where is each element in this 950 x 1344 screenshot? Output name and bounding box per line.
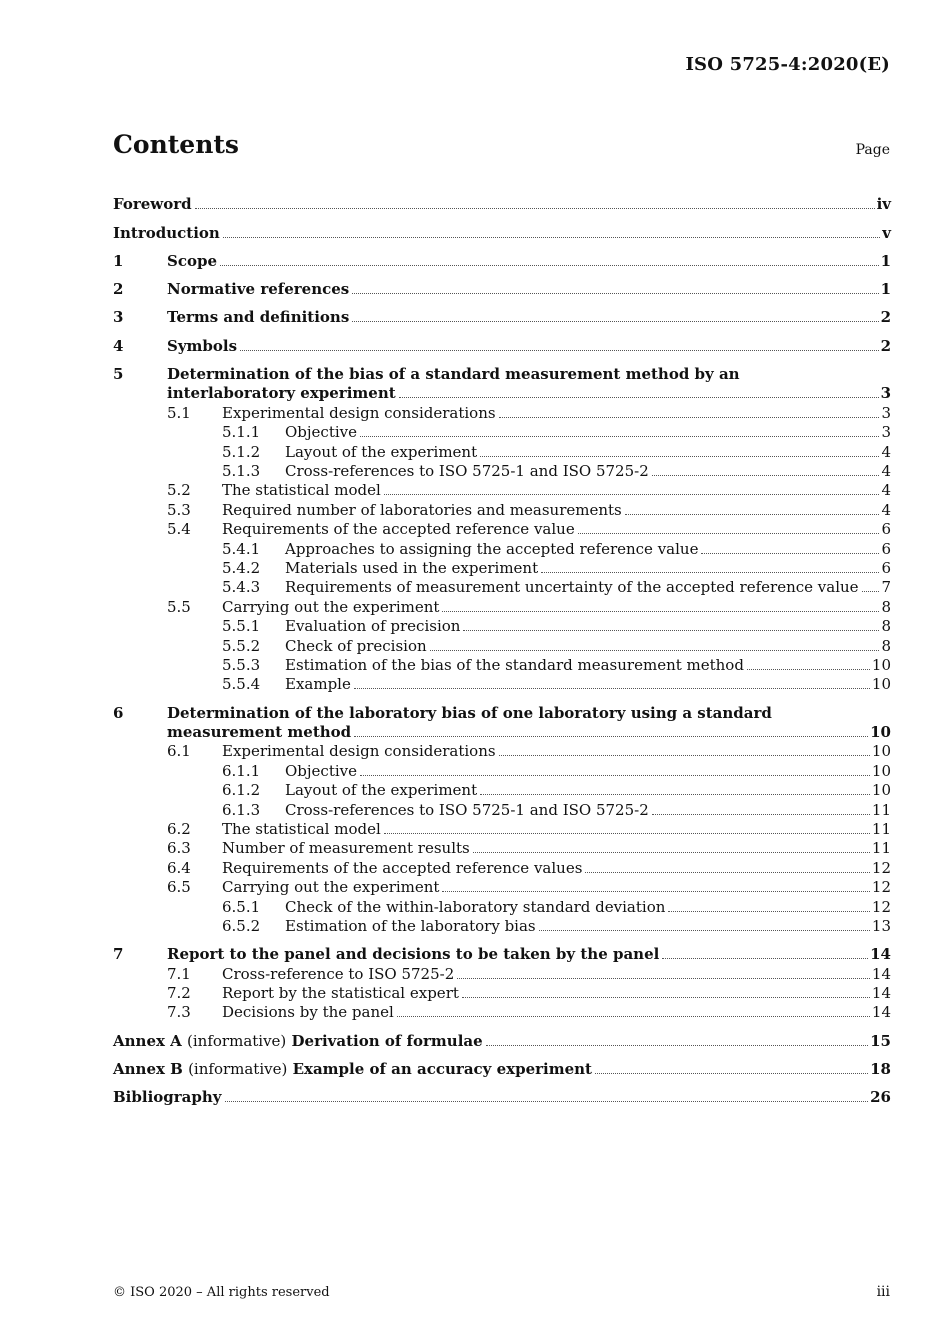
dot-leader — [486, 1045, 868, 1046]
toc-entry-number: 6.5.2 — [222, 916, 261, 935]
dot-leader — [195, 208, 875, 209]
toc-entry-page: 6 — [881, 520, 891, 539]
toc-entry-title: Foreword — [113, 195, 192, 214]
dot-leader — [701, 553, 879, 554]
toc-entry-title: Terms and definitions — [167, 308, 350, 327]
toc-entry-page: 1 — [880, 280, 891, 299]
toc-entry-title: Normative references — [167, 280, 350, 299]
toc-entry-number: 5.1.1 — [222, 423, 261, 442]
toc-entry[interactable] — [113, 355, 891, 383]
dot-leader — [862, 591, 880, 592]
dot-leader — [473, 852, 870, 853]
toc-entry-title: Introduction — [113, 223, 220, 242]
toc-entry[interactable] — [113, 185, 891, 213]
toc-entry-page: 12 — [871, 878, 891, 897]
document-id: ISO 5725-4:2020(E) — [685, 54, 890, 75]
toc-entry-title: Carrying out the experiment — [222, 597, 440, 616]
toc-entry[interactable] — [113, 1050, 891, 1078]
toc-entry[interactable] — [113, 326, 891, 354]
toc-entry-number: 6.1 — [167, 742, 191, 761]
toc-entry-title: Experimental design considerations — [222, 403, 496, 422]
toc-entry[interactable] — [113, 693, 891, 721]
toc-entry[interactable] — [113, 780, 891, 799]
toc-entry-title: Requirements of measurement uncertainty of the accepted reference value — [285, 578, 859, 597]
toc-entry-number: 5.5.3 — [222, 655, 261, 674]
dot-leader — [352, 321, 878, 322]
toc-entry-page: 4 — [881, 462, 891, 481]
dot-leader — [652, 475, 880, 476]
toc-entry-page: 8 — [881, 636, 891, 655]
toc-entry-title: measurement method — [167, 723, 352, 742]
toc-entry-page: 10 — [871, 675, 891, 694]
toc-entry[interactable] — [113, 635, 891, 654]
toc-entry[interactable] — [113, 896, 891, 915]
toc-entry-title: Objective — [285, 423, 358, 442]
toc-entry[interactable] — [113, 616, 891, 635]
toc-entry-title: Approaches to assigning the accepted reference value — [285, 539, 699, 558]
toc-entry-number: 7.1 — [167, 964, 191, 983]
toc-entry-number: 7.3 — [167, 1003, 191, 1022]
toc-entry-number: 4 — [113, 336, 124, 355]
toc-entry-page: 2 — [880, 336, 891, 355]
toc-entry-title: Check of precision — [285, 636, 427, 655]
dot-leader — [442, 891, 869, 892]
toc-entry[interactable] — [113, 674, 891, 693]
toc-entry[interactable] — [113, 519, 891, 538]
toc-entry[interactable] — [113, 799, 891, 818]
toc-entry-number: 5.1.3 — [222, 462, 261, 481]
toc-entry-title: The statistical model — [222, 819, 381, 838]
toc-entry-page: 10 — [870, 723, 891, 742]
toc-entry[interactable] — [113, 402, 891, 421]
toc-entry-title: The statistical model — [222, 481, 381, 500]
toc-entry[interactable] — [113, 461, 891, 480]
toc-entry-page: 14 — [870, 945, 891, 964]
toc-entry-number: 7 — [113, 945, 124, 964]
toc-entry-title: Cross-references to ISO 5725-1 and ISO 5725-2 — [285, 800, 649, 819]
dot-leader — [354, 736, 868, 737]
dot-leader — [480, 456, 879, 457]
toc-entry-number: 5.4.3 — [222, 578, 261, 597]
toc-entry-page: 3 — [880, 384, 891, 403]
toc-entry-title: Number of measurement results — [222, 839, 470, 858]
toc-entry[interactable] — [113, 1002, 891, 1021]
toc-entry-number: 1 — [113, 251, 124, 270]
annex-informative-label: (informative) — [187, 1031, 287, 1050]
dot-leader — [430, 650, 880, 651]
toc-entry-number: 7.2 — [167, 984, 191, 1002]
toc-entry-title: Requirements of the accepted reference values — [222, 858, 583, 877]
dot-leader — [240, 350, 879, 351]
dot-leader — [499, 755, 870, 756]
page-number: iii — [876, 1284, 890, 1300]
toc-entry-number: 6.5.1 — [222, 897, 261, 916]
toc-entry[interactable] — [113, 877, 891, 896]
toc-entry-title: Cross-reference to ISO 5725-2 — [222, 964, 455, 983]
toc-entry-title: interlaboratory experiment — [167, 384, 396, 403]
dot-leader — [539, 930, 870, 931]
toc-entry-number: 5.5.4 — [222, 675, 261, 694]
toc-entry-number: 5.1.2 — [222, 442, 261, 461]
toc-entry[interactable] — [113, 213, 891, 241]
dot-leader — [397, 1016, 870, 1017]
toc-entry[interactable] — [113, 270, 891, 298]
toc-entry-page: 26 — [870, 1088, 891, 1107]
toc-entry[interactable] — [113, 242, 891, 270]
toc-entry-title: Estimation of the bias of the standard measurement method — [285, 655, 744, 674]
dot-leader — [360, 436, 879, 437]
toc-entry-page: 8 — [881, 617, 891, 636]
toc-entry-page: 6 — [881, 558, 891, 577]
toc-entry-page: v — [882, 223, 891, 242]
toc-entry-number: 5.4.2 — [222, 558, 261, 577]
toc-entry[interactable] — [113, 538, 891, 557]
toc-entry-title: Symbols — [167, 336, 238, 355]
toc-entry[interactable] — [113, 577, 891, 596]
toc-entry-title: Report to the panel and decisions to be taken by the panel — [167, 945, 660, 964]
toc-entry-title: Objective — [285, 761, 358, 780]
toc-entry[interactable] — [113, 655, 891, 674]
annex-label: Annex A — [113, 1031, 182, 1050]
toc-entry-number: 6.5 — [167, 878, 191, 897]
toc-entry-number: 5.1 — [167, 403, 191, 422]
toc-entry[interactable] — [113, 916, 891, 935]
toc-entry[interactable] — [113, 441, 891, 460]
toc-entry-number: 5.4 — [167, 520, 191, 539]
toc-entry-number: 6 — [113, 703, 124, 722]
dot-leader — [668, 911, 870, 912]
toc-entry-title: Materials used in the experiment — [285, 558, 539, 577]
toc-entry[interactable] — [113, 935, 891, 963]
toc-entry-title: Determination of the bias of a standard measurement method by an — [167, 365, 740, 384]
toc-entry-page: 3 — [881, 423, 891, 442]
table-of-contents — [113, 185, 891, 1106]
dot-leader — [223, 237, 880, 238]
toc-entry-page: 4 — [881, 442, 891, 461]
toc-entry-number: 6.1.2 — [222, 781, 261, 800]
toc-entry-title: Carrying out the experiment — [222, 878, 440, 897]
toc-entry[interactable] — [113, 1021, 891, 1049]
toc-entry-title: Bibliography — [113, 1088, 222, 1107]
toc-entry-title: Decisions by the panel — [222, 1003, 394, 1022]
toc-entry-page: 13 — [871, 916, 891, 935]
toc-entry-title: Check of the within-laboratory standard deviation — [285, 897, 666, 916]
toc-entry-number: 5.5.1 — [222, 617, 261, 636]
dot-leader — [747, 669, 870, 670]
toc-entry-number: 6.4 — [167, 858, 191, 877]
copyright-notice: © ISO 2020 – All rights reserved — [113, 1285, 330, 1300]
dot-leader — [384, 494, 880, 495]
toc-entry-page: 12 — [871, 897, 891, 916]
dot-leader — [625, 514, 880, 515]
dot-leader — [360, 775, 870, 776]
toc-entry-number: 5.4.1 — [222, 539, 261, 558]
toc-entry-page: 1 — [880, 251, 891, 270]
toc-entry-page: 7 — [881, 578, 891, 597]
page-column-label: Page — [855, 142, 890, 158]
toc-entry-title: Example — [285, 675, 351, 694]
toc-entry-number: 2 — [113, 280, 124, 299]
toc-entry[interactable] — [113, 480, 891, 499]
toc-entry[interactable] — [113, 819, 891, 838]
toc-entry-number: 5.2 — [167, 481, 191, 500]
dot-leader — [480, 794, 870, 795]
toc-entry-title: Scope — [167, 251, 218, 270]
annex-label: Annex B — [113, 1059, 183, 1078]
toc-entry-number: 6.3 — [167, 839, 191, 858]
toc-entry-page: 3 — [881, 403, 891, 422]
toc-entry-title: Report by the statistical expert — [222, 984, 459, 1002]
dot-leader — [585, 872, 870, 873]
dot-leader — [384, 833, 870, 834]
toc-entry-page: 14 — [871, 964, 891, 983]
dot-leader — [354, 688, 870, 689]
dot-leader — [541, 572, 879, 573]
toc-entry[interactable] — [113, 963, 891, 982]
dot-leader — [595, 1073, 868, 1074]
toc-entry-title: Requirements of the accepted reference value — [222, 520, 575, 539]
page-title: Contents — [113, 130, 240, 159]
toc-entry-page: 11 — [871, 839, 891, 858]
toc-entry-number: 6.1.3 — [222, 800, 261, 819]
toc-entry[interactable] — [113, 741, 891, 760]
toc-entry-page: 10 — [871, 761, 891, 780]
toc-entry[interactable] — [113, 983, 891, 1002]
toc-entry[interactable] — [113, 298, 891, 326]
toc-entry-number: 5.5 — [167, 597, 191, 616]
dot-leader — [499, 417, 880, 418]
toc-entry-page: 11 — [871, 819, 891, 838]
toc-entry-title: Cross-references to ISO 5725-1 and ISO 5725-2 — [285, 462, 649, 481]
toc-entry[interactable] — [113, 499, 891, 518]
toc-entry[interactable] — [113, 383, 891, 402]
toc-entry[interactable] — [113, 422, 891, 441]
dot-leader — [462, 997, 870, 998]
toc-entry-number: 3 — [113, 308, 124, 327]
toc-entry-page: 18 — [870, 1059, 891, 1078]
toc-entry-page: 4 — [881, 481, 891, 500]
toc-entry-page: 15 — [870, 1031, 891, 1050]
toc-entry[interactable] — [113, 1078, 891, 1106]
toc-entry[interactable] — [113, 722, 891, 741]
toc-entry-title — [113, 1061, 592, 1078]
toc-entry-number: 5 — [113, 365, 124, 384]
toc-entry-page: 10 — [871, 655, 891, 674]
toc-entry[interactable] — [113, 760, 891, 779]
toc-entry[interactable] — [113, 857, 891, 876]
annex-title: Example of an accuracy experiment — [292, 1059, 592, 1078]
toc-entry-page: 2 — [880, 308, 891, 327]
toc-entry-page: 12 — [871, 858, 891, 877]
toc-entry-page: 4 — [881, 500, 891, 519]
toc-entry-title: Required number of laboratories and measurements — [222, 500, 622, 519]
toc-entry-page: 8 — [881, 597, 891, 616]
dot-leader — [399, 397, 879, 398]
toc-entry-page: 6 — [881, 539, 891, 558]
toc-entry-title: Determination of the laboratory bias of one laboratory using a standard — [167, 703, 772, 722]
annex-title: Derivation of formulae — [291, 1031, 483, 1050]
toc-entry-number: 6.1.1 — [222, 761, 261, 780]
dot-leader — [352, 293, 878, 294]
toc-entry[interactable] — [113, 838, 891, 857]
toc-entry[interactable] — [113, 558, 891, 577]
toc-entry[interactable] — [113, 596, 891, 615]
dot-leader — [652, 814, 870, 815]
toc-entry-title: Layout of the experiment — [285, 781, 478, 800]
toc-entry-title: Layout of the experiment — [285, 442, 478, 461]
toc-entry-title: Evaluation of precision — [285, 617, 461, 636]
dot-leader — [578, 533, 880, 534]
toc-entry-number: 5.5.2 — [222, 636, 261, 655]
dot-leader — [457, 978, 870, 979]
toc-entry-page: 11 — [871, 800, 891, 819]
annex-informative-label: (informative) — [188, 1059, 288, 1078]
toc-entry-page: iv — [876, 195, 891, 214]
toc-entry-title: Experimental design considerations — [222, 742, 496, 761]
dot-leader — [225, 1101, 869, 1102]
dot-leader — [662, 958, 868, 959]
toc-entry-number: 5.3 — [167, 500, 191, 519]
dot-leader — [442, 611, 879, 612]
toc-entry-title — [113, 1033, 483, 1050]
dot-leader — [220, 265, 879, 266]
toc-entry-title: Estimation of the laboratory bias — [285, 916, 536, 935]
toc-entry-page: 14 — [871, 984, 891, 1002]
toc-entry-page: 10 — [871, 742, 891, 761]
toc-entry-number: 6.2 — [167, 819, 191, 838]
toc-entry-page: 10 — [871, 781, 891, 800]
dot-leader — [463, 630, 879, 631]
toc-entry-page: 14 — [871, 1003, 891, 1022]
